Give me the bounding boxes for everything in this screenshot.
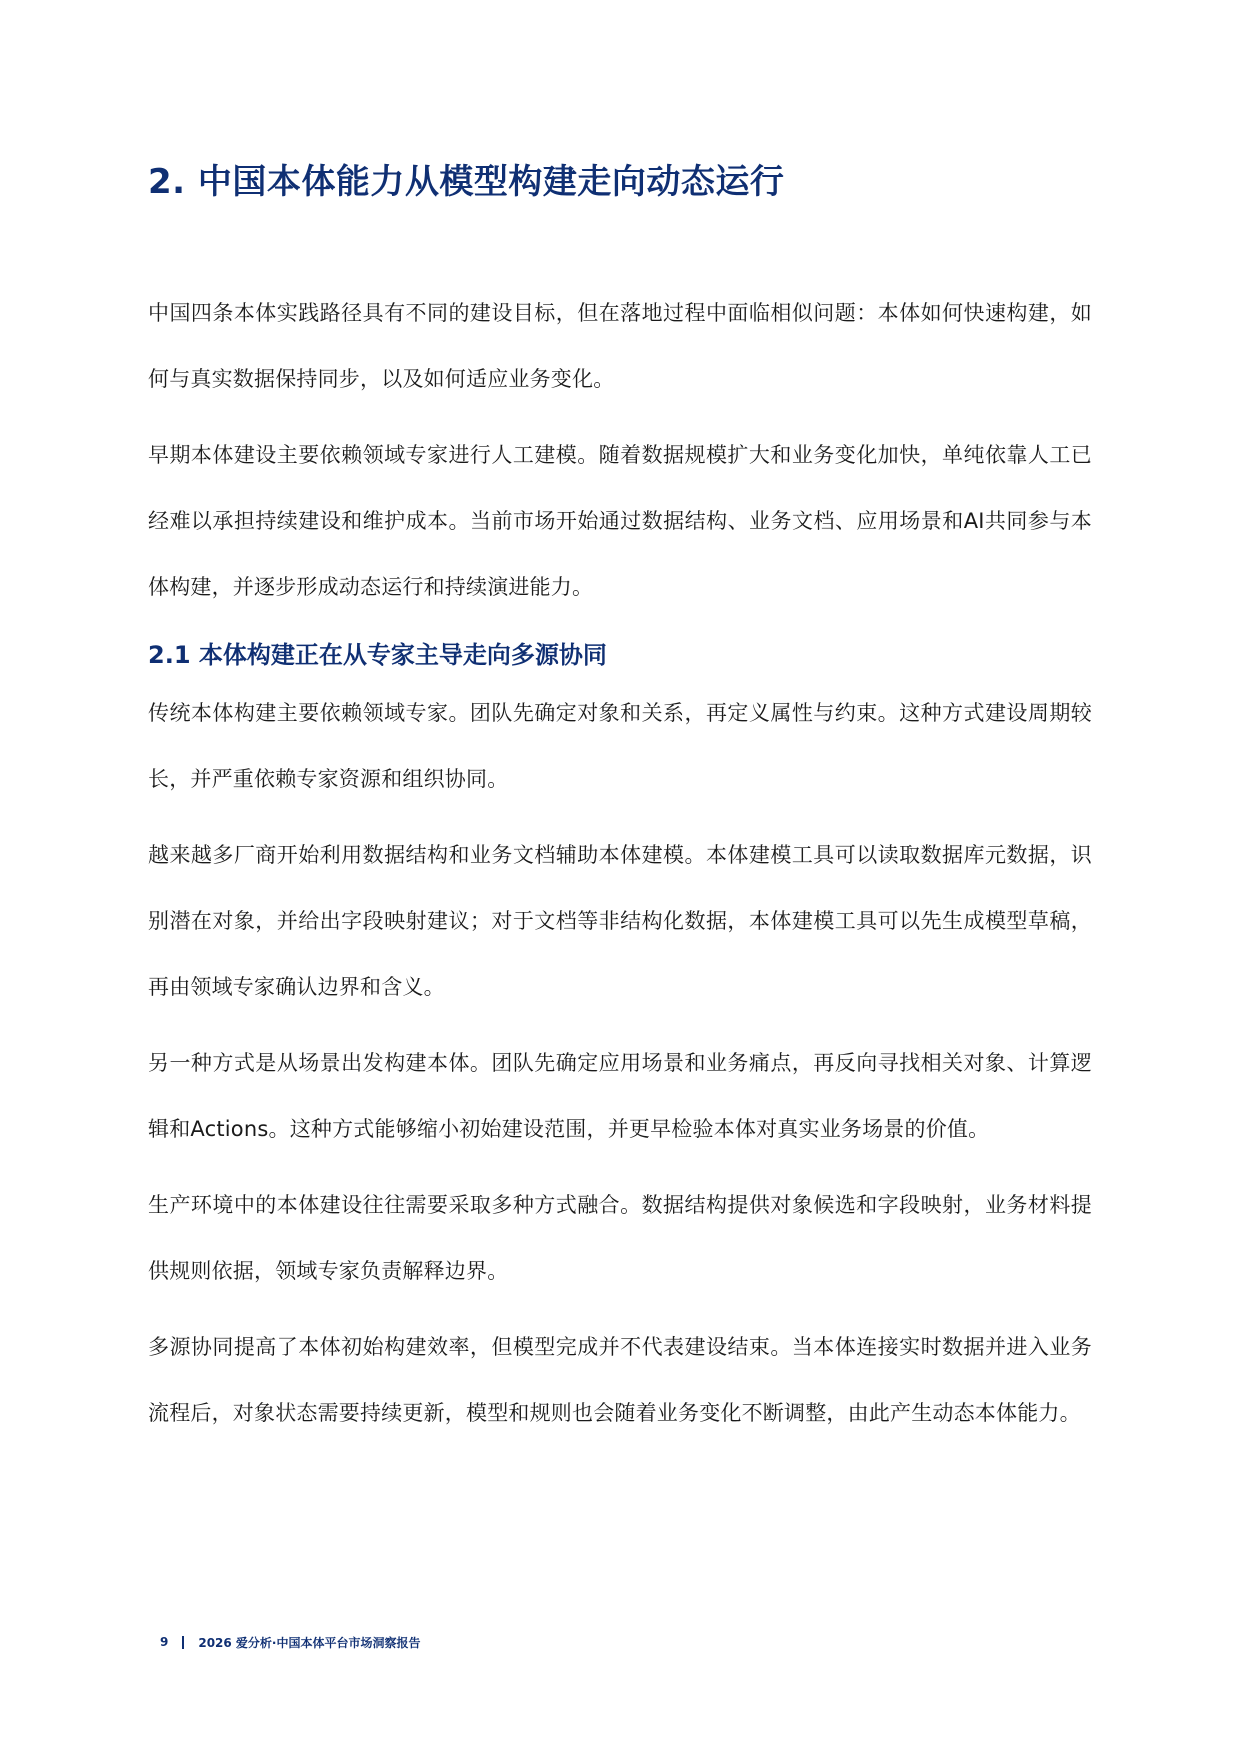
body-paragraph-2: 越来越多厂商开始利用数据结构和业务文档辅助本体建模。本体建模工具可以读取数据库元数据，识别潜在对象，并给出字段映射建议；对于文档等非结构化数据，本体建模工具可以先生成模型草稿，再由领域专家确认边界和含义。 bbox=[148, 843, 1092, 999]
page-footer bbox=[160, 1632, 421, 1652]
report-title: 2026 爱分析·中国本体平台市场洞察报告 bbox=[198, 1635, 421, 1650]
section-title: 2. 中国本体能力从模型构建走向动态运行 bbox=[148, 162, 785, 202]
page-number: 9 bbox=[160, 1635, 169, 1649]
intro-paragraph-2: 早期本体建设主要依赖领域专家进行人工建模。随着数据规模扩大和业务变化加快，单纯依靠人工已经难以承担持续建设和维护成本。当前市场开始通过数据结构、业务文档、应用场景和AI共同参与本体构建，并逐步形成动态运行和持续演进能力。 bbox=[148, 443, 1092, 599]
body-paragraph-5: 多源协同提高了本体初始构建效率，但模型完成并不代表建设结束。当本体连接实时数据并进入业务流程后，对象状态需要持续更新，模型和规则也会随着业务变化不断调整，由此产生动态本体能力。 bbox=[148, 1335, 1092, 1425]
page-content bbox=[148, 150, 1092, 1456]
section-heading-block bbox=[148, 150, 1092, 214]
body-paragraph-1: 传统本体构建主要依赖领域专家。团队先确定对象和关系，再定义属性与约束。这种方式建设周期较长，并严重依赖专家资源和组织协同。 bbox=[148, 701, 1092, 791]
body-paragraph-3: 另一种方式是从场景出发构建本体。团队先确定应用场景和业务痛点，再反向寻找相关对象、计算逻辑和Actions。这种方式能够缩小初始建设范围，并更早检验本体对真实业务场景的价值。 bbox=[148, 1051, 1092, 1141]
footer-divider bbox=[182, 1636, 184, 1649]
subsection-title: 2.1 本体构建正在从专家主导走向多源协同 bbox=[148, 641, 607, 669]
intro-paragraph-1: 中国四条本体实践路径具有不同的建设目标，但在落地过程中面临相似问题：本体如何快速构建，如何与真实数据保持同步，以及如何适应业务变化。 bbox=[148, 301, 1092, 391]
body-paragraph-4: 生产环境中的本体建设往往需要采取多种方式融合。数据结构提供对象候选和字段映射，业务材料提供规则依据，领域专家负责解释边界。 bbox=[148, 1193, 1092, 1283]
subsection-heading-block bbox=[148, 635, 1092, 675]
